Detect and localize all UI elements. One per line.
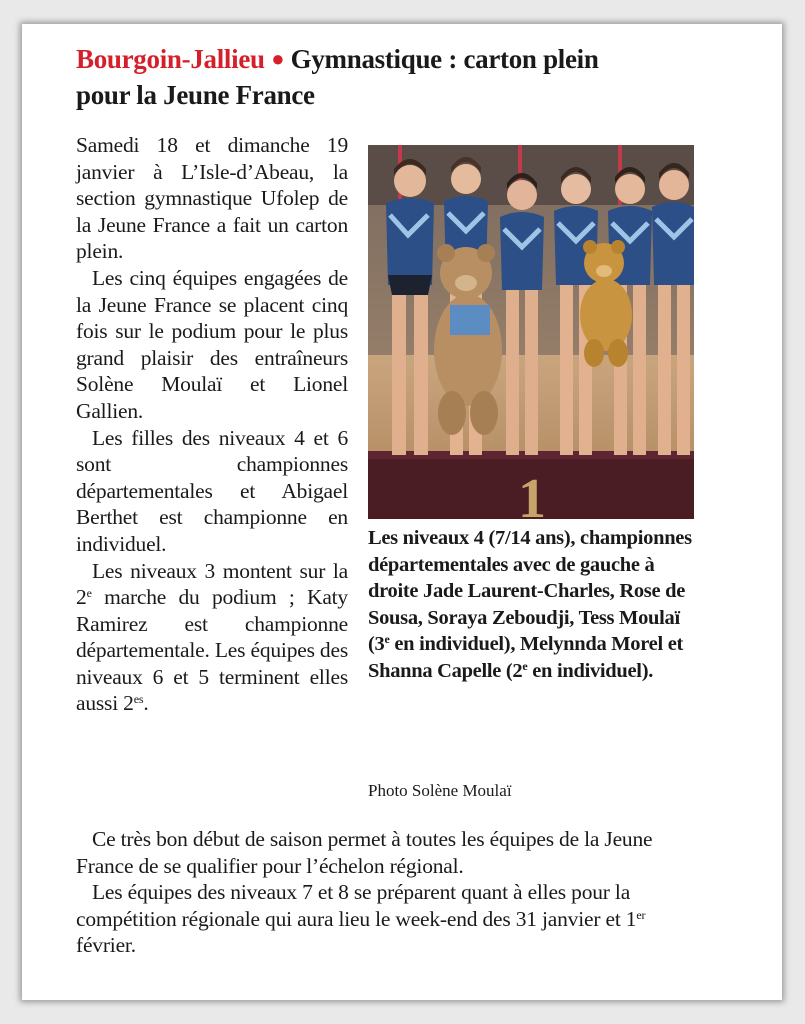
headline-title-line1: Gymnastique : carton plein <box>290 44 599 74</box>
headline-title-line2: pour la Jeune France <box>76 80 315 110</box>
headline-location: Bourgoin-Jallieu <box>76 44 265 74</box>
podium-number: 1 <box>518 468 546 519</box>
team-photo <box>368 145 694 519</box>
headline-bullet-icon: ● <box>271 46 285 71</box>
photo-credit: Photo Solène Moulaï <box>368 781 512 800</box>
paragraph-levels-3: Les niveaux 3 montent sur la 2e marche du podium ; Katy Ramirez est championne départementale. Les équipes des niveaux 6 et 5 terminent elles aussi $2^{es}$. <box>76 558 348 716</box>
paragraph-levels-4-6: Les filles des niveaux 4 et 6 sont championnes départementales et Abigael Berthet est championne en individuel. <box>76 425 348 556</box>
photo-caption: Les niveaux 4 (7/14 ans), championnes départementales avec de gauche à droite Jade Laurent-Charles, Rose de Sousa, Soraya Zeboudji, Tess Moulaï (3e en individuel), Melynnda Morel et Shanna Capelle (2e en individuel). <box>368 527 692 682</box>
newspaper-clipping <box>22 24 782 1000</box>
article-full-width <box>76 826 700 959</box>
article-left-column <box>76 132 348 717</box>
team-photo-illustration <box>368 145 694 519</box>
paragraph-season: Ce très bon début de saison permet à toutes les équipes de la Jeune France de se qualifier pour l’échelon régional. <box>76 827 653 878</box>
paragraph-regional: Les équipes des niveaux 7 et 8 se préparent quant à elles pour la compétition régionale qui aura lieu le week-end des 31 janvier et 1er février. <box>76 880 646 958</box>
paragraph-teams: Les cinq équipes engagées de la Jeune France se placent cinq fois sur le podium pour le plus grand plaisir des entraîneurs Solène Moulaï et Lionel Gallien. <box>76 265 348 423</box>
paragraph-intro: Samedi 18 et dimanche 19 janvier à L’Isle-d’Abeau, la section gymnastique Ufolep de la Jeune France a fait un carton plein. <box>76 133 348 264</box>
headline <box>76 42 736 112</box>
